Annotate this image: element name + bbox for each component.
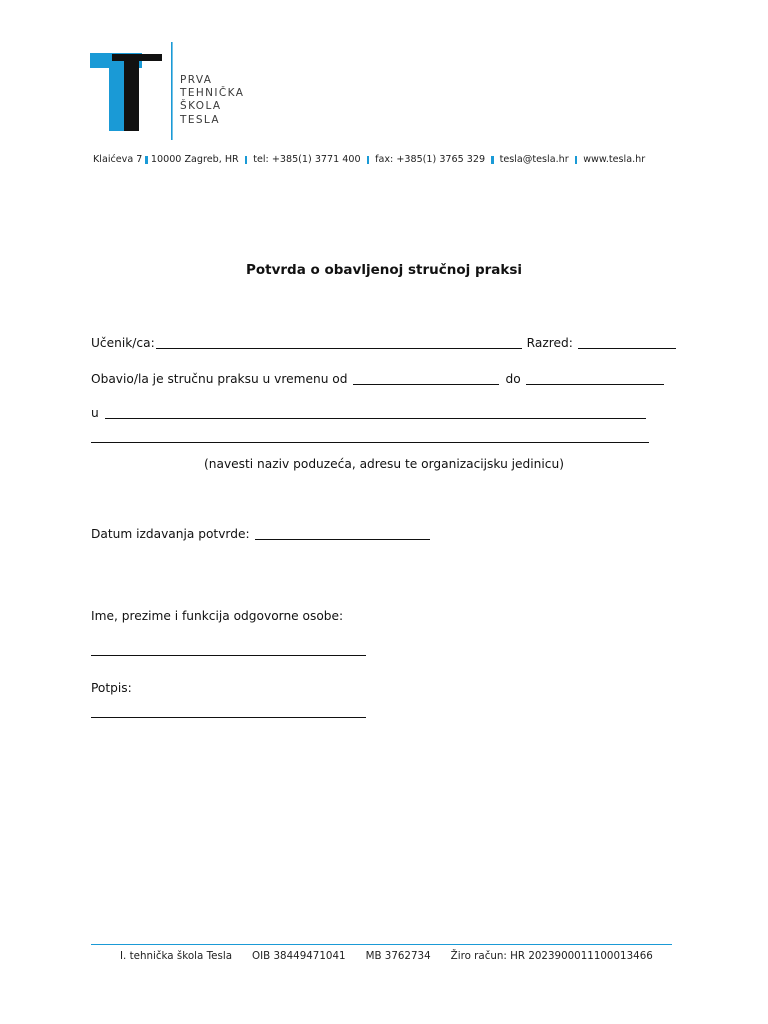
separator-icon: [367, 156, 370, 164]
address-city: 10000 Zagreb, HR: [150, 154, 239, 165]
period-to-label: do: [505, 372, 521, 386]
signature-row: [91, 681, 132, 695]
issue-date-field[interactable]: [255, 526, 430, 540]
company-field-line-2[interactable]: [91, 442, 649, 443]
issue-date-label: Datum izdavanja potvrde:: [91, 527, 250, 541]
logo-line: TEHNIČKA: [180, 87, 245, 100]
period-label: Obavio/la je stručnu praksu u vremenu od: [91, 372, 348, 386]
student-row: [91, 336, 679, 350]
footer-account: Žiro račun: HR 2023900011100013466: [450, 950, 653, 962]
signature-field[interactable]: [91, 717, 366, 718]
footer-info: [120, 950, 653, 962]
school-logo: [90, 42, 290, 142]
responsible-person-row: [91, 609, 343, 623]
responsible-person-label: Ime, prezime i funkcija odgovorne osobe:: [91, 609, 344, 623]
document-title: Potvrda o obavljenoj stručnoj praksi: [245, 262, 523, 278]
footer-school-name: I. tehnička škola Tesla: [120, 950, 233, 962]
class-label: Razred:: [526, 336, 573, 350]
period-from-field[interactable]: [353, 371, 499, 385]
fax-number: fax: +385(1) 3765 329: [375, 154, 486, 165]
period-row: [91, 372, 667, 386]
place-label: u: [91, 406, 99, 420]
company-field[interactable]: [105, 405, 646, 419]
footer-oib: OIB 38449471041: [252, 950, 346, 962]
tesla-t-logo-icon: [90, 42, 180, 142]
address-street: Klaićeva 7: [93, 154, 143, 165]
responsible-person-field[interactable]: [91, 655, 366, 656]
footer-divider: [91, 944, 672, 945]
separator-icon: [575, 156, 578, 164]
logo-line: TESLA: [180, 113, 220, 126]
company-hint: (navesti naziv poduzeća, adresu te organizacijsku jedinicu): [204, 457, 564, 471]
class-field[interactable]: [578, 335, 676, 349]
issue-date-row: [91, 527, 433, 541]
email-address[interactable]: tesla@tesla.hr: [499, 154, 569, 165]
contact-line: [93, 154, 683, 165]
school-name-block: [180, 74, 244, 127]
footer-mb: MB 3762734: [365, 950, 431, 962]
logo-line: ŠKOLA: [180, 100, 222, 113]
separator-icon: [491, 156, 494, 164]
website-url[interactable]: www.tesla.hr: [583, 154, 646, 165]
separator-icon: [245, 156, 248, 164]
student-name-field[interactable]: [156, 335, 522, 349]
period-to-field[interactable]: [526, 371, 664, 385]
place-row: [91, 406, 649, 420]
student-label: Učenik/ca:: [91, 336, 155, 350]
phone-number: tel: +385(1) 3771 400: [253, 154, 361, 165]
logo-line: PRVA: [180, 74, 213, 86]
separator-icon: [145, 156, 148, 164]
signature-label: Potpis:: [91, 681, 132, 695]
